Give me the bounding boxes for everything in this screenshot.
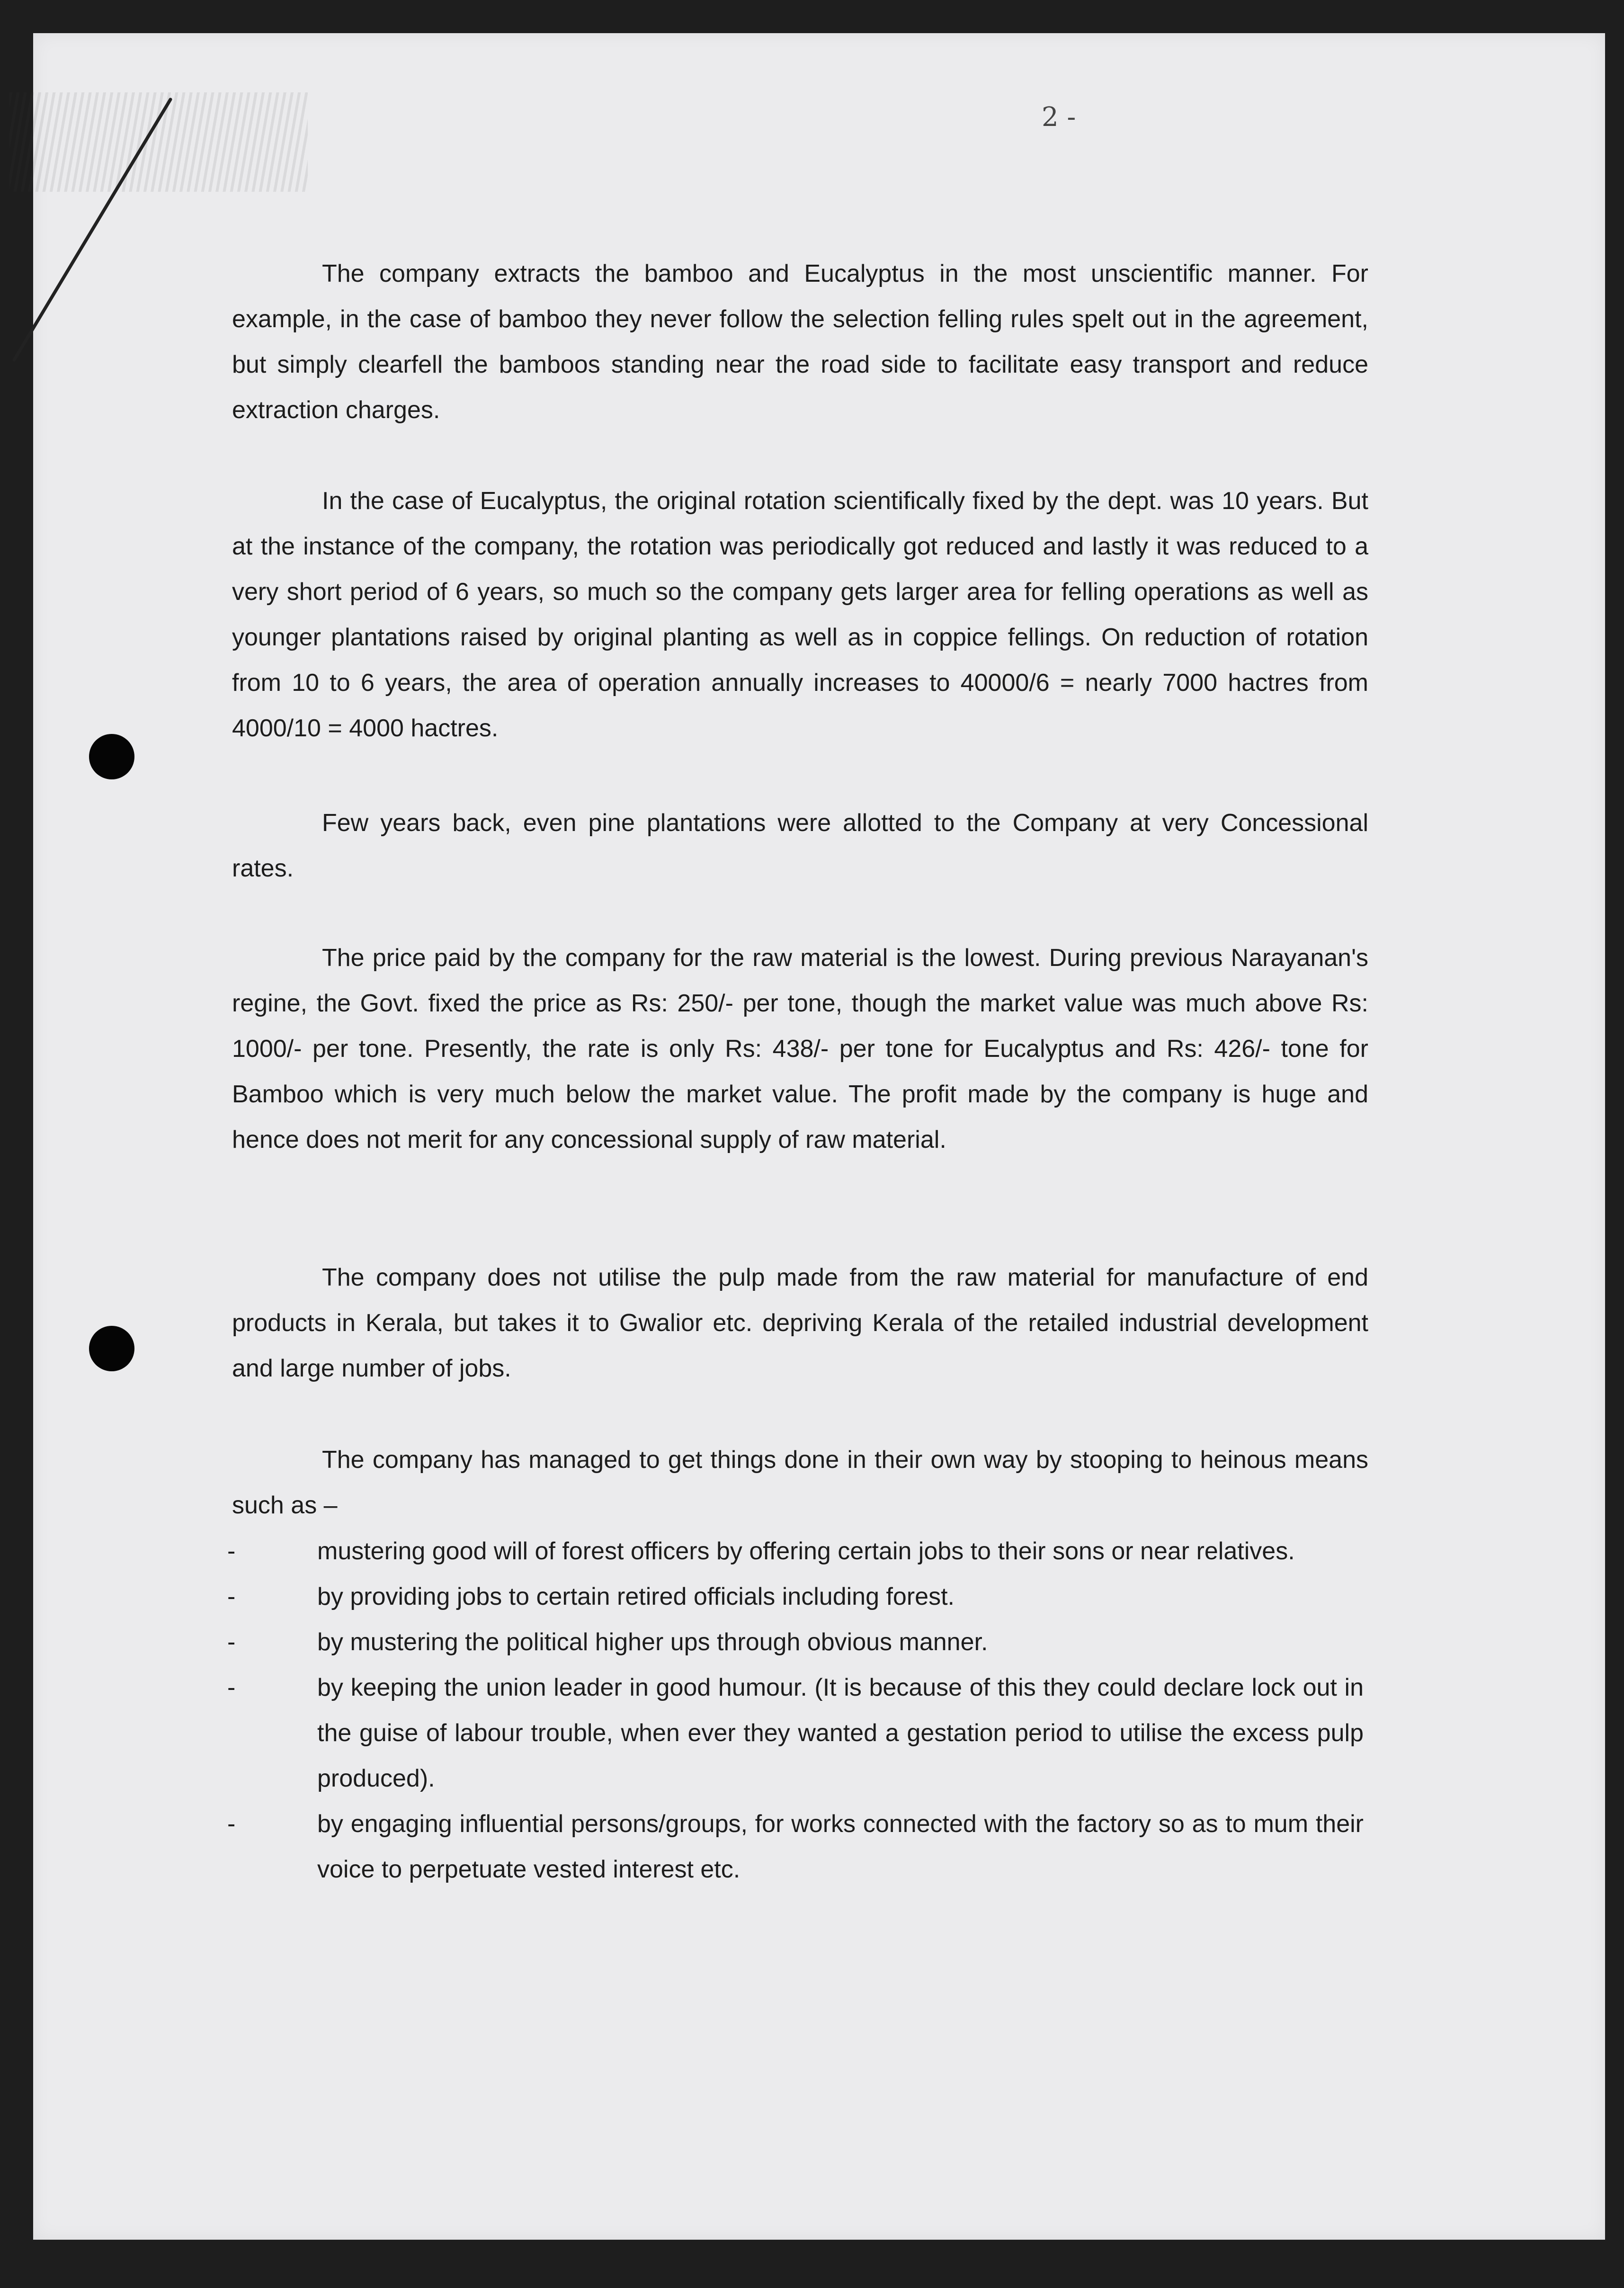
bullet-dash: -	[227, 1674, 236, 1701]
list-item	[227, 1528, 1364, 1574]
paragraph-extraction: The company extracts the bamboo and Eucalyptus in the most unscientific manner. For example, in the case of bamboo they never follow the selection felling rules spelt out in the agreement, but simply clearfell the bamboos standing near the road side to facilitate easy transport and reduce extraction charges.	[232, 260, 1368, 424]
list-item	[227, 1574, 1364, 1619]
pen-stroke-mark	[0, 95, 189, 388]
list-item-text: by providing jobs to certain retired officials including forest.	[317, 1583, 955, 1610]
means-list	[227, 1528, 1364, 1892]
paragraph-raw-material-price: The price paid by the company for the raw material is the lowest. During previous Narayanan's regine, the Govt. fixed the price as Rs: 250/- per tone, though the market value was much above Rs: 1000/- per tone. Presently, the rate is only Rs: 438/- per tone for Eucalyptus and Rs: 426/- tone for Bamboo which is very much below the market value. The profit made by the company is huge and hence does not merit for any concessional supply of raw material.	[232, 944, 1368, 1153]
list-item	[227, 1801, 1364, 1892]
list-item	[227, 1619, 1364, 1665]
punch-hole-bottom	[89, 1326, 134, 1371]
bullet-dash: -	[227, 1810, 236, 1838]
paragraph-eucalyptus-rotation: In the case of Eucalyptus, the original rotation scientifically fixed by the dept. was 10 years. But at the instance of the company, the rotation was periodically got reduced and lastly it was reduced to a very short period of 6 years, so much so the company gets larger area for felling operations as well as younger plantations raised by original planting as well as in coppice fellings. On reduction of rotation from 10 to 6 years, the area of operation annually increases to 40000/6 = nearly 7000 hactres from 4000/10 = 4000 hactres.	[232, 487, 1368, 742]
list-item-text: by keeping the union leader in good humour. (It is because of this they could declare lock out in the guise of labour trouble, when ever they wanted a gestation period to utilise the excess pulp produced).	[317, 1674, 1364, 1792]
list-item-text: by engaging influential persons/groups, for works connected with the factory so as to mum their voice to perpetuate vested interest etc.	[317, 1810, 1364, 1883]
punch-hole-top	[89, 734, 134, 779]
page-number: 2 -	[1042, 102, 1076, 133]
bullet-dash: -	[227, 1537, 236, 1565]
paragraph-pulp-utilisation: The company does not utilise the pulp made from the raw material for manufacture of end products in Kerala, but takes it to Gwalior etc. depriving Kerala of the retailed industrial development and large number of jobs.	[232, 1264, 1368, 1382]
bullet-dash: -	[227, 1583, 236, 1610]
list-item-text: by mustering the political higher ups through obvious manner.	[317, 1628, 988, 1656]
paragraph-pine-plantations: Few years back, even pine plantations were allotted to the Company at very Concessional rates.	[232, 809, 1368, 882]
paragraph-heinous-means: The company has managed to get things done in their own way by stooping to heinous means such as –	[232, 1446, 1368, 1519]
list-item-text: mustering good will of forest officers by offering certain jobs to their sons or near relatives.	[317, 1537, 1295, 1565]
bullet-dash: -	[227, 1628, 236, 1656]
list-item	[227, 1665, 1364, 1801]
